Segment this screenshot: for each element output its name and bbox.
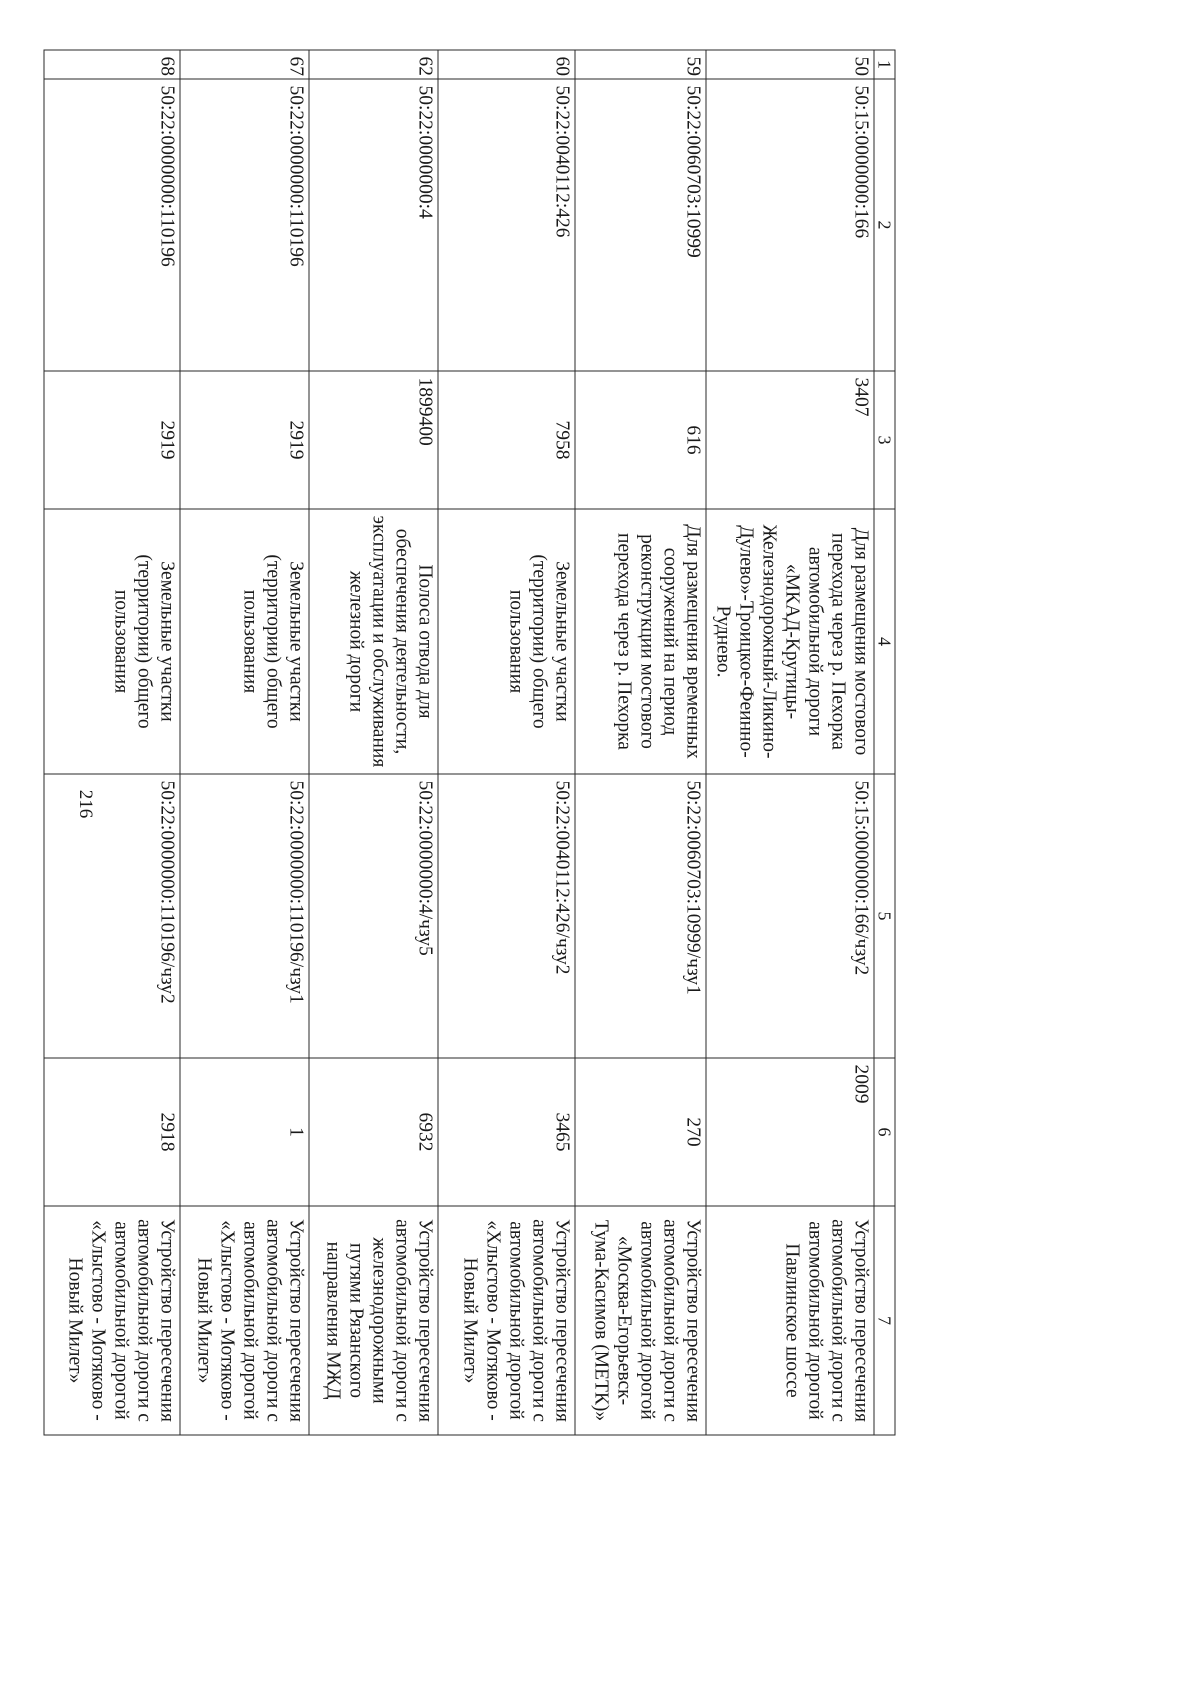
area-cell: 7958 xyxy=(438,371,575,509)
part-number-cell: 50:15:0000000:166/чзу2 xyxy=(706,774,874,1058)
table-row xyxy=(44,50,180,1435)
row-number-cell: 68 xyxy=(44,50,180,79)
purpose-cell: Земельные участки (территории) общего пользования xyxy=(44,509,180,774)
header-row xyxy=(874,50,895,1435)
column-header-4: 4 xyxy=(874,509,895,774)
table-row xyxy=(438,50,575,1435)
cadastral-number-cell: 50:15:0000000:166 xyxy=(706,79,874,371)
table-row xyxy=(180,50,309,1435)
purpose-cell: Для размещения мостового перехода через р. Пехорка автомобильной дороги «МКАД-Крутицы-Железнодорожный-Ликино-Дулево»-Троицкое-Феинно-Руднево. xyxy=(706,509,874,774)
area-cell: 2919 xyxy=(44,371,180,509)
table-row xyxy=(706,50,874,1435)
column-header-7: 7 xyxy=(874,1206,895,1435)
cadastral-number-cell: 50:22:0000000:110196 xyxy=(180,79,309,371)
page-number: 216 xyxy=(75,789,96,819)
column-header-5: 5 xyxy=(874,774,895,1058)
column-header-6: 6 xyxy=(874,1058,895,1206)
cadastral-number-cell: 50:22:0060703:10999 xyxy=(575,79,706,371)
row-number-cell: 62 xyxy=(309,50,438,79)
column-header-1: 1 xyxy=(874,50,895,79)
area-cell: 1899400 xyxy=(309,371,438,509)
table-row xyxy=(309,50,438,1435)
cadastral-number-cell: 50:22:0000000:110196 xyxy=(44,79,180,371)
part-area-cell: 3465 xyxy=(438,1058,575,1206)
column-header-3: 3 xyxy=(874,371,895,509)
row-number-cell: 60 xyxy=(438,50,575,79)
row-number-cell: 50 xyxy=(706,50,874,79)
cadastral-number-cell: 50:22:0000000:4 xyxy=(309,79,438,371)
description-cell: Устройство пересечения автомобильной дороги с автомобильной дорогой «Москва-Егорьевск-Тума-Касимов (МЕТК)» xyxy=(575,1206,706,1435)
row-number-cell: 67 xyxy=(180,50,309,79)
purpose-cell: Полоса отвода для обеспечения деятельности, эксплуатации и обслуживания железной дороги xyxy=(309,509,438,774)
description-cell: Устройство пересечения автомобильной дороги с автомобильной дорогой Павлинское шоссе xyxy=(706,1206,874,1435)
table-row xyxy=(575,50,706,1435)
description-cell: Устройство пересечения автомобильной дороги с автомобильной дорогой «Хлыстово - Мотяково - Новый Милет» xyxy=(180,1206,309,1435)
purpose-cell: Земельные участки (территории) общего пользования xyxy=(180,509,309,774)
part-area-cell: 2009 xyxy=(706,1058,874,1206)
part-area-cell: 270 xyxy=(575,1058,706,1206)
area-cell: 3407 xyxy=(706,371,874,509)
part-number-cell: 50:22:0000000:110196/чзу2 xyxy=(44,774,180,1058)
description-cell: Устройство пересечения автомобильной дороги с автомобильной дорогой «Хлыстово - Мотяково - Новый Милет» xyxy=(438,1206,575,1435)
cadastral-number-cell: 50:22:0040112:426 xyxy=(438,79,575,371)
part-area-cell: 6932 xyxy=(309,1058,438,1206)
description-cell: Устройство пересечения автомобильной дороги с автомобильной дорогой «Хлыстово - Мотяково - Новый Милет» xyxy=(44,1206,180,1435)
land-plots-table xyxy=(43,49,895,1435)
part-area-cell: 1 xyxy=(180,1058,309,1206)
land-plots-table-wrapper xyxy=(43,49,895,1434)
area-cell: 616 xyxy=(575,371,706,509)
part-number-cell: 50:22:0000000:110196/чзу1 xyxy=(180,774,309,1058)
part-number-cell: 50:22:0000000:4/чзу5 xyxy=(309,774,438,1058)
purpose-cell: Для размещения временных сооружений на период реконструкции мостового перехода через р. Пехорка xyxy=(575,509,706,774)
part-area-cell: 2918 xyxy=(44,1058,180,1206)
part-number-cell: 50:22:0040112:426/чзу2 xyxy=(438,774,575,1058)
area-cell: 2919 xyxy=(180,371,309,509)
part-number-cell: 50:22:0060703:10999/чзу1 xyxy=(575,774,706,1058)
column-header-2: 2 xyxy=(874,79,895,371)
purpose-cell: Земельные участки (территории) общего пользования xyxy=(438,509,575,774)
row-number-cell: 59 xyxy=(575,50,706,79)
description-cell: Устройство пересечения автомобильной дороги с железнодорожными путями Рязанского направления МЖД xyxy=(309,1206,438,1435)
